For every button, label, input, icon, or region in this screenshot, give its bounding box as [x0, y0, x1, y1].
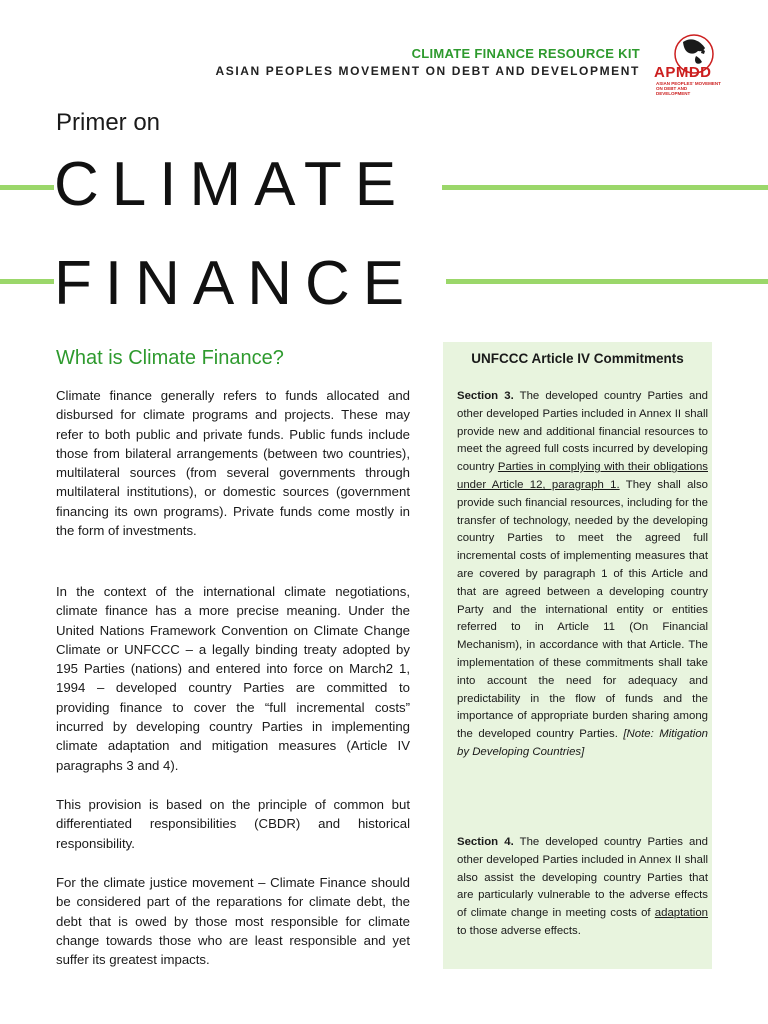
paragraph-climate-justice: For the climate justice movement – Climate Finance should be considered part of the reparations for climate debt, the debt that is owed by those most responsible for climate change towards those who are least responsible and yet suffer its greatest impacts. — [56, 875, 410, 968]
title-rule-right-2 — [446, 279, 768, 284]
title-kicker: Primer on — [56, 109, 161, 136]
logo-subtext: ASIAN PEOPLES' MOVEMENT ON DEBT AND DEVELOPMENT — [656, 81, 721, 96]
section-3-reference: Parties in complying with their obligations under Article 12, paragraph 1. — [457, 461, 708, 491]
section-4-text-a: The developed country Parties and other developed Parties included in Annex II shall also assist the developing country Parties that are particularly vulnerable to the adverse effects of climate change in meeting costs of — [457, 836, 708, 920]
section-4-label: Section 4. — [457, 836, 514, 848]
sidebar-title: UNFCCC Article IV Commitments — [471, 351, 684, 366]
section-heading: What is Climate Finance? — [56, 347, 284, 369]
section-4 — [457, 834, 708, 941]
title-line-climate: CLIMATE — [54, 148, 409, 222]
paragraph-unfccc-context: In the context of the international climate negotiations, climate finance has a more precise meaning. Under the United Nations Framework Convention on Climate Change Climate or UNFCCC – a legally binding treaty adopted by 195 Parties (nations) and entered into force on March2 1, 1994 – developed country Parties are committed to providing finance to cover the “full incremental costs” incurred by developing country Parties in implementing climate adaptation and mitigation measures (Article IV paragraphs 3 and 4). — [56, 584, 410, 773]
section-3-label: Section 3. — [457, 390, 514, 402]
unfccc-sidebar — [443, 342, 712, 969]
section-4-adaptation: adaptation — [654, 907, 708, 920]
title-rule-left-2 — [0, 279, 56, 284]
section-3-text-a: The developed country Parties and other developed Parties included in Annex II shall provide new and additional financial resources to meet the agreed full costs incurred by developing country — [457, 390, 708, 474]
logo-wordmark: APMDD — [654, 64, 712, 81]
paragraph-cbdr: This provision is based on the principle of common but differentiated responsibilities (CBDR) and historical responsibility. — [56, 797, 410, 851]
section-3-note: [Note: Mitigation by Developing Countries] — [457, 728, 708, 758]
section-3 — [457, 388, 708, 762]
title-line-finance: FINANCE — [54, 247, 417, 321]
title-rule-right-1 — [442, 185, 768, 190]
resource-kit-title: CLIMATE FINANCE RESOURCE KIT — [411, 46, 640, 61]
section-4-text-b: to those adverse effects. — [457, 924, 581, 937]
organization-name: ASIAN PEOPLES MOVEMENT ON DEBT AND DEVELOPMENT — [215, 64, 640, 78]
title-rule-left-1 — [0, 185, 56, 190]
section-3-text-b: They shall also provide such financial resources, including for the transfer of technology, needed by the developing country Parties to meet the agreed full incremental costs of implementing measures that are covered by paragraph 1 of this Article and that are agreed between a developing country Party and the international entity or entities referred to in Article 11 (On Financial Mechanism), in accordance with that Article. The implementation of these commitments shall take into account the need for adequacy and predictability in the flow of funds and the importance of appropriate burden sharing among the developed country Parties. — [457, 478, 708, 741]
paragraph-definition: Climate finance generally refers to funds allocated and disbursed for climate programs and projects. These may refer to both public and private funds. Public funds include those from bilateral arrangements (between two countries), multilateral sources (from several governments through multilateral institutions), or domestic sources (government financing its own programs). Private funds come mostly in the form of investments. — [56, 388, 410, 539]
